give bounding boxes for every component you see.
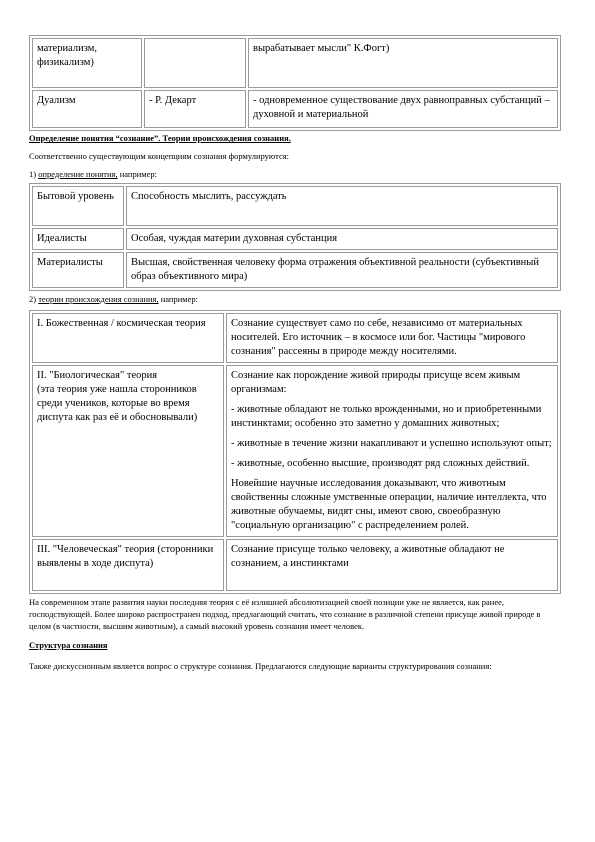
paragraph: На современном этапе развития науки последняя теория с её излишней абсолютизацией своей позиции уже не является, как ранее, господствующей. Более широко распространен подход, предлагающий считать, что сознание в различной степени присуще живой природе в целом (в частности, высшим животным), а самый высокий уровень сознания имеет человек.	[29, 597, 541, 631]
table-cell: I. Божественная / космическая теория	[32, 313, 224, 363]
table-row	[32, 252, 558, 288]
table-cell: вырабатывает мысли" К.Фогт)	[248, 38, 558, 88]
table-cell	[144, 38, 246, 88]
table-cell: - Р. Декарт	[144, 90, 246, 128]
table-cell: Материалисты	[32, 252, 124, 288]
theories-link[interactable]: теории происхождения сознания,	[38, 294, 159, 304]
definition-link[interactable]: определение понятия,	[38, 169, 118, 179]
section-heading: Определение понятия “сознание”. Теории происхождения сознания.	[29, 133, 291, 143]
table-cell: Дуализм	[32, 90, 142, 128]
table-row	[32, 38, 558, 88]
table-cell: Способность мыслить, рассуждать	[126, 186, 558, 226]
paragraph: Соответственно существующим концепциям сознания формулируются:	[29, 151, 289, 161]
table-cell: Особая, чуждая материи духовная субстанция	[126, 228, 558, 250]
paragraph: Также дискуссионным является вопрос о структуре сознания. Предлагаются следующие варианты структурирования сознания:	[29, 661, 492, 671]
table-cell: - одновременное существование двух равноправных субстанций – духовной и материальной	[248, 90, 558, 128]
table-cell: II. "Биологическая" теория (эта теория уже нашла сторонников среди учеников, которые во время диспута как раз её и обосновывали)	[32, 365, 224, 537]
table-row	[32, 539, 558, 591]
table-cell: III. "Человеческая" теория (сторонники выявлены в ходе диспута)	[32, 539, 224, 591]
list-item: 2) теории происхождения сознания, например:	[29, 294, 199, 304]
document-page	[29, 35, 561, 672]
section-heading: Структура сознания	[29, 640, 108, 650]
table-row	[32, 186, 558, 226]
theories-table	[29, 310, 561, 594]
table-row	[32, 228, 558, 250]
table-cell: Сознание присуще только человеку, а животные обладают не сознанием, а инстинктами	[226, 539, 558, 591]
table-row	[32, 313, 558, 363]
table-cell: Сознание существует само по себе, независимо от материальных носителей. Его источник – в космосе или бог. Частицы "мирового сознания" рассеяны в природе между носителями.	[226, 313, 558, 363]
table-cell: Идеалисты	[32, 228, 124, 250]
table-row	[32, 365, 558, 537]
table-cell: материализм, физикализм)	[32, 38, 142, 88]
list-item: 1) определение понятия, например:	[29, 169, 158, 179]
table-row	[32, 90, 558, 128]
table-cell: Сознание как порождение живой природы присуще всем живым организмам: - животные обладают не только врожденными, но и приобретенными инстинктами; особенно это заметно у домашних животных; - животные в течение жизни накапливают и успешно используют опыт; - животные, особенно высшие, производят ряд сложных действий. Новейшие научные исследования доказывают, что животным свойственны сложные умственные операции, наличие интеллекта, что животные обучаемы, видят сны, имеют свою, своеобразную "социальную организацию" с распределением ролей.	[226, 365, 558, 537]
table-cell: Бытовой уровень	[32, 186, 124, 226]
philosophy-table	[29, 35, 561, 131]
table-cell: Высшая, свойственная человеку форма отражения объективной реальности (субъективный образ объективного мира)	[126, 252, 558, 288]
definitions-table	[29, 183, 561, 291]
